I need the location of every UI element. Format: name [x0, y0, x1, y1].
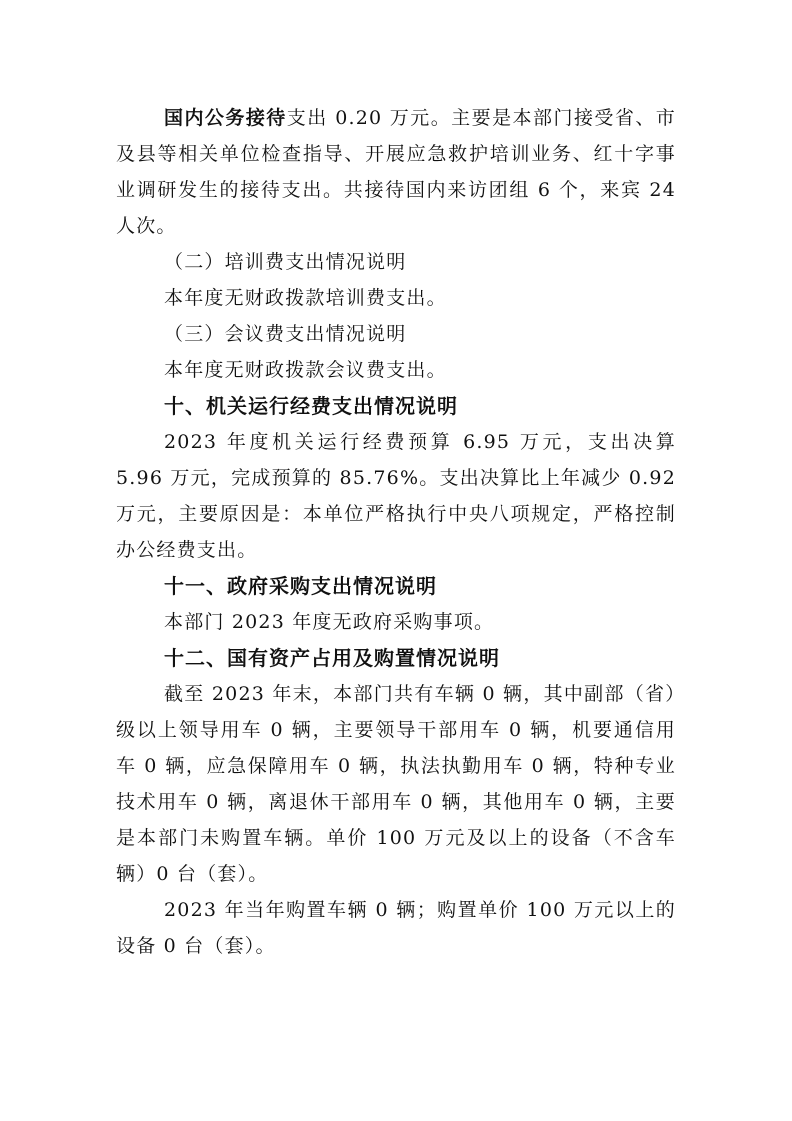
document-body [116, 100, 676, 964]
reception-paragraph [116, 100, 676, 244]
meeting-heading: （三）会议费支出情况说明 [164, 323, 407, 345]
section10-text: 2023 年度机关运行经费预算 6.95 万元，支出决算 5.96 万元，完成预算的 85.76%。支出决算比上年减少 0.92 万元，主要原因是：本单位严格执行中央八项规定，严格控制办公经费支出。 [116, 431, 676, 561]
meeting-text: 本年度无财政拨款会议费支出。 [164, 359, 447, 381]
training-text: 本年度无财政拨款培训费支出。 [164, 287, 447, 309]
section12-text1: 截至 2023 年末，本部门共有车辆 0 辆，其中副部（省）级以上领导用车 0 辆，主要领导干部用车 0 辆，机要通信用车 0 辆，应急保障用车 0 辆，执法执勤用车 0 辆，特种专业技术用车 0 辆，离退休干部用车 0 辆，其他用车 0 辆，主要是本部门未购置车辆。单价 100 万元及以上的设备（不含车辆）0 台（套）。 [116, 683, 676, 885]
training-heading: （二）培训费支出情况说明 [164, 251, 407, 273]
reception-lead: 国内公务接待 [164, 107, 287, 129]
section12-text2: 2023 年当年购置车辆 0 辆；购置单价 100 万元以上的设备 0 台（套）。 [116, 899, 676, 957]
section11-heading: 十一、政府采购支出情况说明 [164, 574, 437, 598]
section12-heading: 十二、国有资产占用及购置情况说明 [164, 646, 500, 670]
section10-heading: 十、机关运行经费支出情况说明 [164, 394, 458, 418]
section11-text: 本部门 2023 年度无政府采购事项。 [164, 611, 495, 633]
reception-text: 支出 0.20 万元。主要是本部门接受省、市及县等相关单位检查指导、开展应急救护培训业务、红十字事业调研发生的接待支出。共接待国内来访团组 6 个，来宾 24 人次。 [116, 107, 676, 237]
